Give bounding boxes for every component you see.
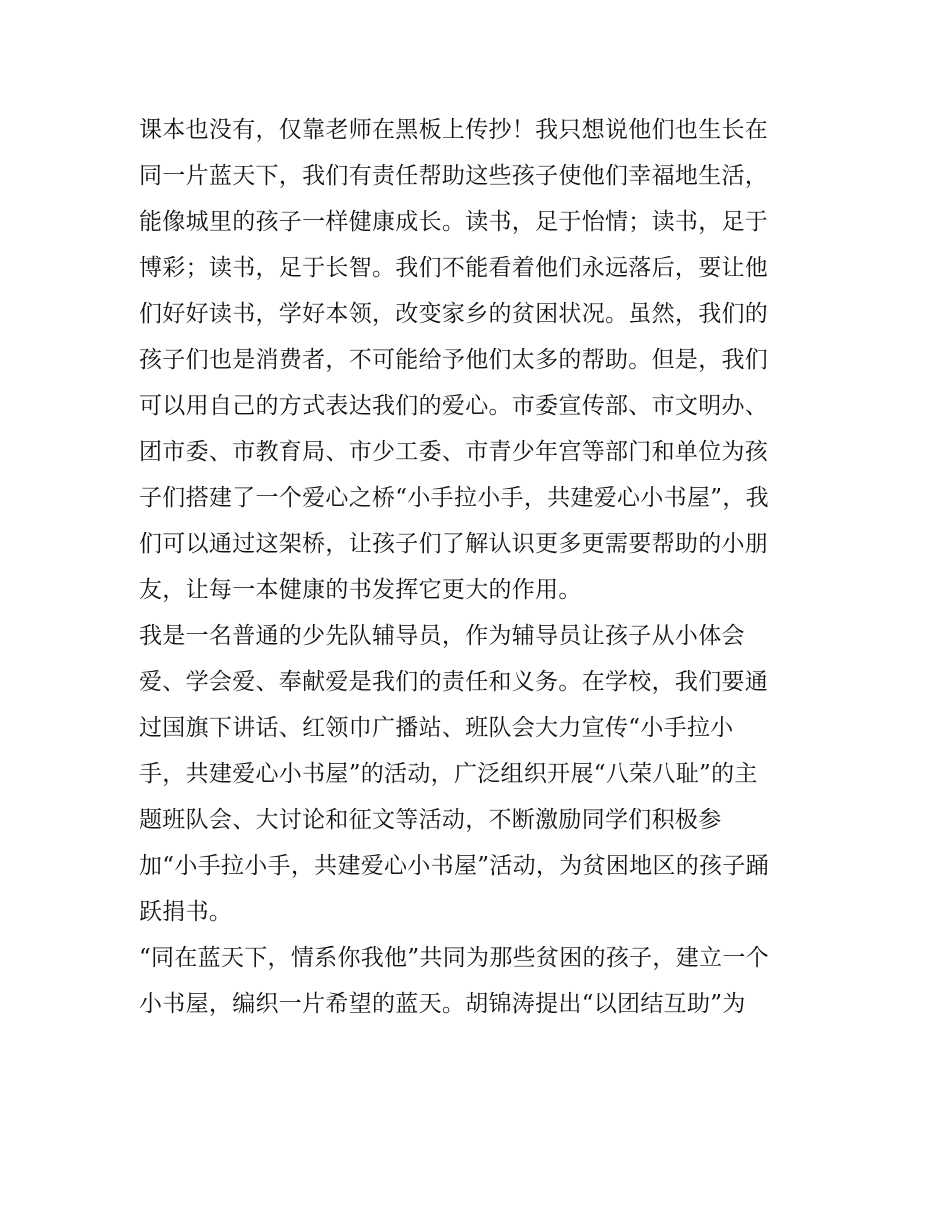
text-line: 爱、学会爱、奉献爱是我们的责任和义务。在学校，我们要通 — [139, 669, 769, 695]
text-line: “同在蓝天下，情系你我他”共同为那些贫困的孩子，建立一个 — [139, 945, 769, 971]
text-line: 能像城里的孩子一样健康成长。读书，足于怡情；读书，足于 — [139, 209, 769, 235]
text-line: 过国旗下讲话、红领巾广播站、班队会大力宣传“小手拉小 — [139, 715, 734, 741]
text-line: 可以用自己的方式表达我们的爱心。市委宣传部、市文明办、 — [139, 393, 769, 419]
text-line: 子们搭建了一个爱心之桥“小手拉小手，共建爱心小书屋”，我 — [139, 485, 769, 511]
text-line: 孩子们也是消费者，不可能给予他们太多的帮助。但是，我们 — [139, 347, 769, 373]
text-line: 们好好读书，学好本领，改变家乡的贫困状况。虽然，我们的 — [139, 301, 769, 327]
text-line: 我是一名普通的少先队辅导员，作为辅导员让孩子从小体会 — [139, 623, 745, 649]
text-line: 手，共建爱心小书屋”的活动，广泛组织开展“八荣八耻”的主 — [139, 761, 758, 787]
text-line: 友，让每一本健康的书发挥它更大的作用。 — [139, 577, 582, 603]
text-line: 题班队会、大讨论和征文等活动，不断激励同学们积极参 — [139, 807, 722, 833]
text-line: 博彩；读书，足于长智。我们不能看着他们永远落后，要让他 — [139, 255, 769, 281]
text-line: 小书屋，编织一片希望的蓝天。胡锦涛提出“以团结互助”为 — [139, 991, 746, 1017]
body-text — [139, 107, 819, 1027]
text-line: 课本也没有，仅靠老师在黑板上传抄！我只想说他们也生长在 — [139, 117, 769, 143]
text-line: 跃捐书。 — [139, 899, 233, 925]
text-line: 加“小手拉小手，共建爱心小书屋”活动，为贫困地区的孩子踊 — [139, 853, 769, 879]
text-line: 们可以通过这架桥，让孩子们了解认识更多更需要帮助的小朋 — [139, 531, 769, 557]
text-line: 团市委、市教育局、市少工委、市青少年宫等部门和单位为孩 — [139, 439, 769, 465]
text-line: 同一片蓝天下，我们有责任帮助这些孩子使他们幸福地生活， — [139, 163, 769, 189]
